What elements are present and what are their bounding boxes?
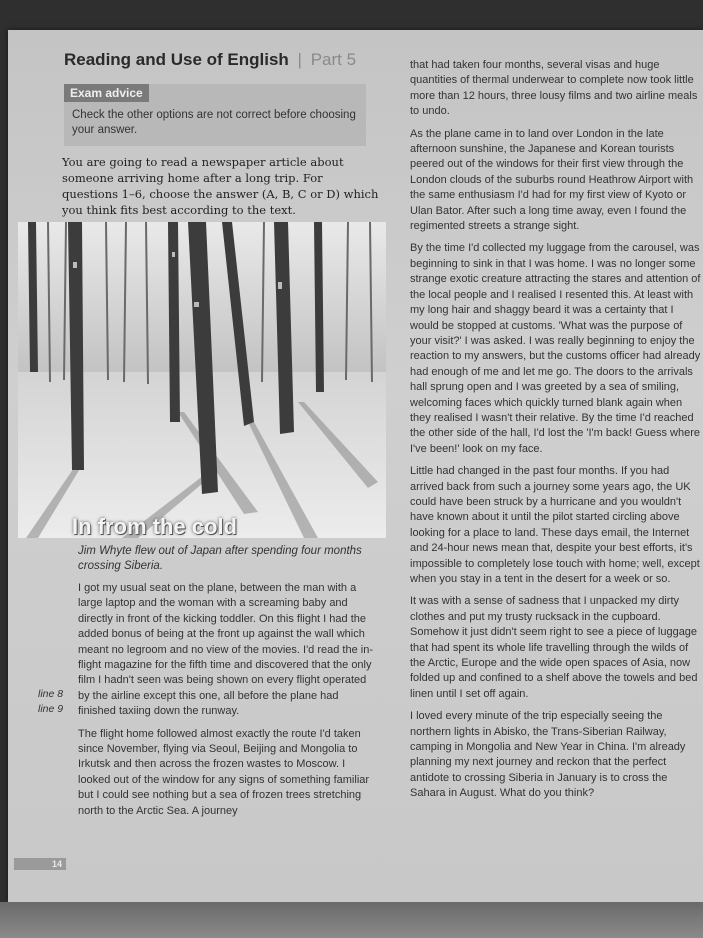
snowy-trees-image bbox=[18, 222, 386, 538]
page-number: 14 bbox=[14, 858, 66, 870]
article-right-column bbox=[410, 58, 703, 809]
article-paragraph: It was with a sense of sadness that I unpacked my dirty clothes and put my trusty rucksack in the cupboard. Somehow it just didn't seem right to see a piece of luggage that had spent its whole life travelling through the wilds of the Arctic, Europe and the wide open spaces of Asia, now folded up and confined to a shelf above the towels and bed linen until I set off again. bbox=[410, 595, 698, 700]
article-paragraph: The flight home followed almost exactly the route I'd taken since November, flying via Seoul, Beijing and Mongolia to Irkutsk and then across the frozen wastes to Moscow. I looked out of the window for any signs of something familiar but I could see nothing but a sea of frozen trees stretching north to the Arctic Sea. A journey bbox=[78, 727, 370, 817]
section-title: Reading and Use of English bbox=[64, 50, 289, 69]
line-marker: line 8 bbox=[38, 688, 64, 700]
exam-advice-text: Check the other options are not correct before choosing your answer. bbox=[72, 109, 356, 136]
table-surface bbox=[0, 902, 703, 938]
article-paragraph: that had taken four months, several visas and huge quantities of thermal underwear to complete now took little more than 12 hours, three lousy films and two airline meals to undo. bbox=[410, 59, 698, 118]
article-paragraph: I loved every minute of the trip especially seeing the northern lights in Abisko, the Trans-Siberian Railway, camping in Mongolia and New Year in China. I'm already planning my next journey and reckon that the perfect antidote to crossing Siberia in January is to cross the Sahara in August. What do you think? bbox=[410, 710, 686, 800]
birch-forest-photo bbox=[18, 222, 386, 538]
exam-advice-label: Exam advice bbox=[64, 84, 149, 102]
article-paragraph: By the time I'd collected my luggage from the carousel, was beginning to sink in that I was home. I was no longer some strange exotic creature attracting the stares and attention of the local people and I realised I resented this. At least with my long hair and shaggy beard it was a certainty that I would be stopped at customs. 'What was the purpose of your visit?' I was asked. I was really beginning to enjoy the reaction to my answers, but the customs officer had already had enough of me and let me go. The doors to the arrivals hall sprung open and I was greeted by a sea of smiling, welcoming faces which quickly turned blank again when they realised I wasn't their relative. By the time I'd reached the other side of the hall, I'd lost the 'I'm back! Guess where I've been!' look on my face. bbox=[410, 242, 701, 455]
book-page bbox=[8, 30, 703, 902]
article-left-column bbox=[78, 581, 378, 826]
exam-advice-box bbox=[64, 84, 366, 146]
article-paragraph: Little had changed in the past four months. If you had arrived back from such a journey some years ago, the UK could have been struck by a hurricane and you wouldn't have known about it until the pilot started circling above looking for a place to land. These days email, the Internet and 24-hour news mean that, despite your best efforts, it's impossible to completely lose touch with home; well, except when you stay in a tent in the desert for a week or so. bbox=[410, 465, 700, 585]
line-marker: line 9 bbox=[38, 703, 64, 715]
task-instructions: You are going to read a newspaper article about someone arriving home after a long trip. For questions 1–6, choose the answer (A, B, C or D) which you think fits best according to the text. bbox=[62, 155, 379, 217]
part-label: Part 5 bbox=[310, 50, 357, 69]
article-paragraph: As the plane came in to land over London in the late afternoon sunshine, the Japanese and Korean tourists peered out of the windows for their first view through the London clouds of the suburbs round Heathrow Airport with the same enthusiasm I'd had for my first view of Kyoto or Ulan Bator. After such a long time away, even I found the regimented streets a strange sight. bbox=[410, 127, 694, 233]
heading-separator: | bbox=[297, 50, 302, 69]
article-title: In from the cold bbox=[72, 514, 237, 539]
section-heading bbox=[64, 50, 356, 70]
article-subtitle: Jim Whyte flew out of Japan after spending four months crossing Siberia. bbox=[78, 545, 362, 572]
article-paragraph: I got my usual seat on the plane, between the man with a large laptop and the woman with a screaming baby and directly in front of the kicking toddler. On this flight I had the added bonus of being at the front up against the wall which meant no legroom and no view of the movies. I'd read the in-flight magazine for the fifth time and discovered that the only film I hadn't seen was being shown on every flight operated by the airline except this one, all before the plane had finished taxiing down the runway. bbox=[78, 582, 373, 718]
